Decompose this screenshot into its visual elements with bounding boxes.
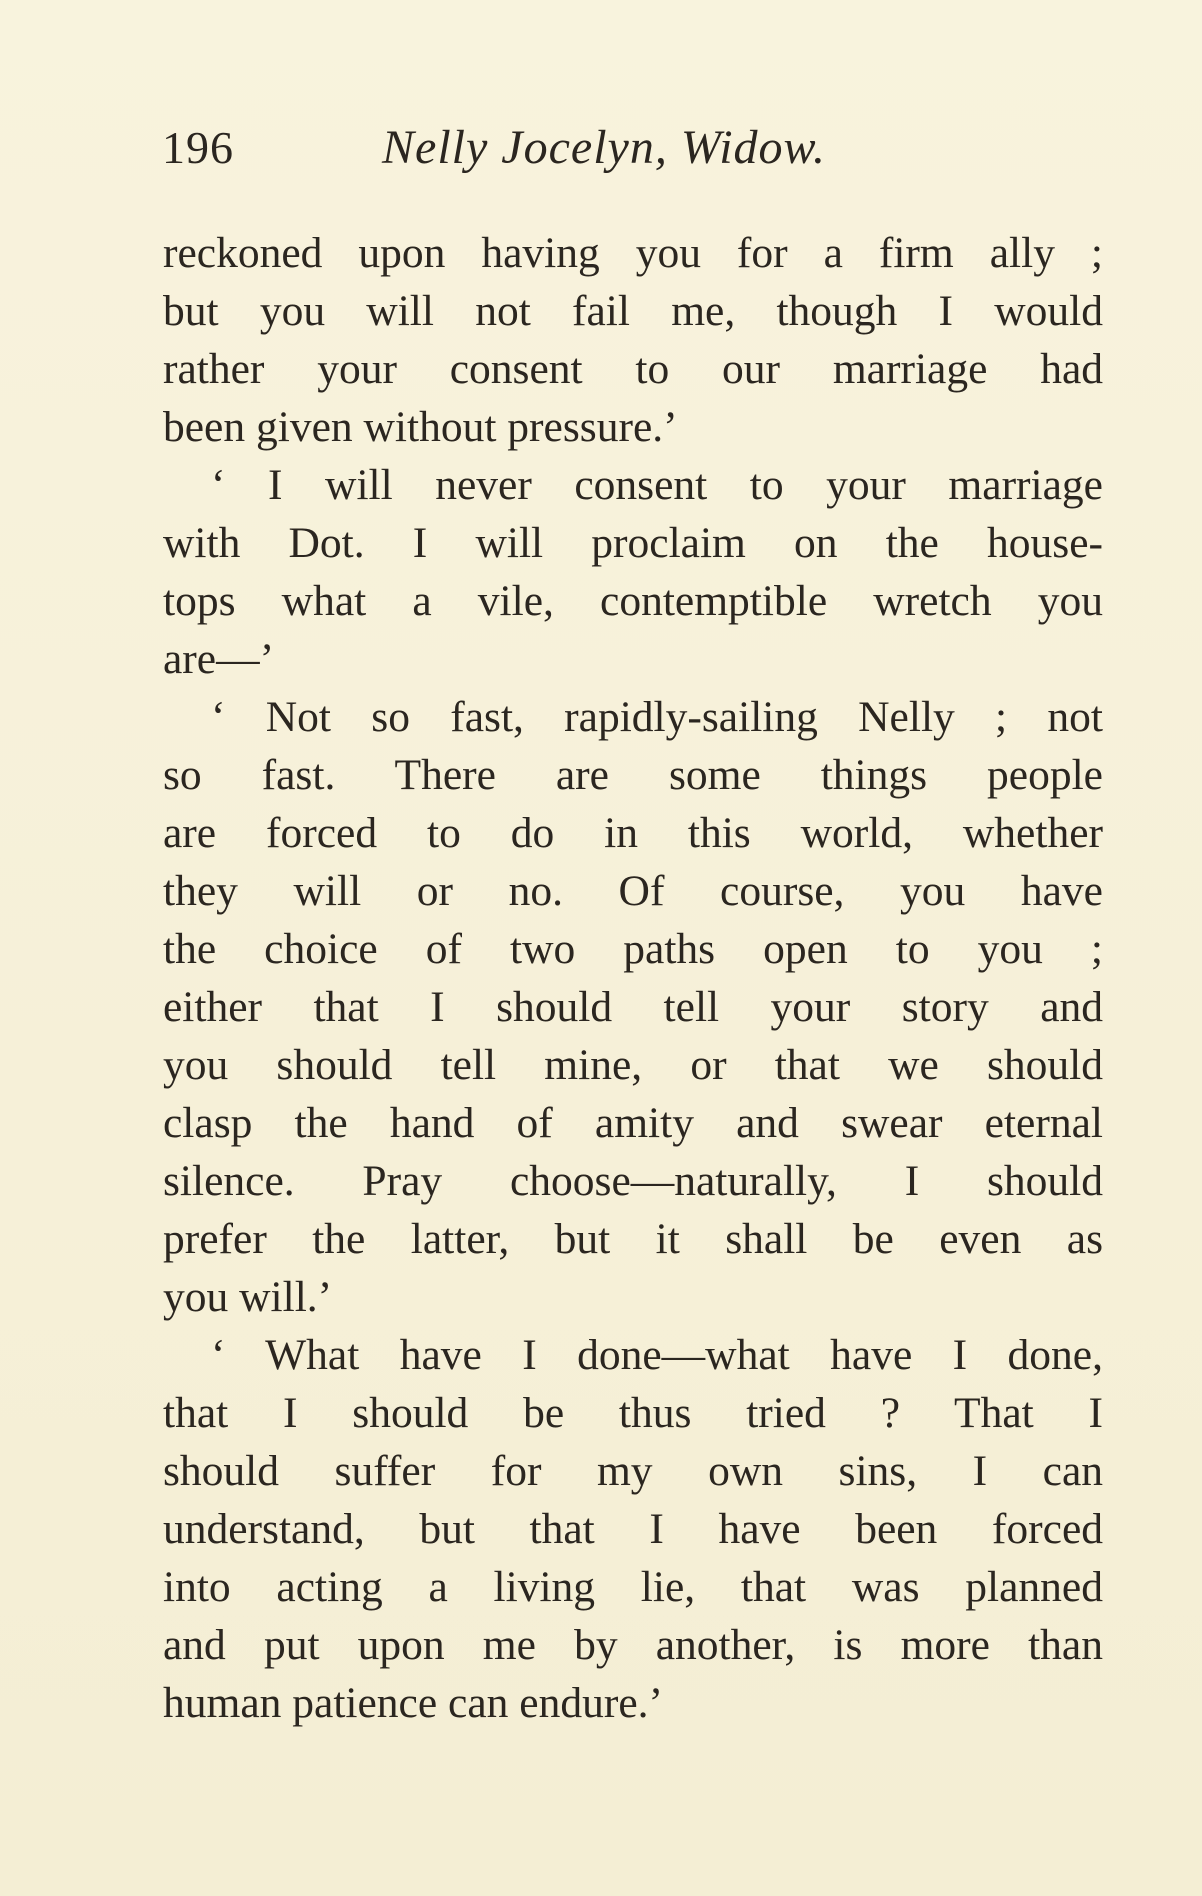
text-line: that I should be thus tried ? That I — [163, 1389, 1103, 1437]
text-line: with Dot. I will proclaim on the house- — [163, 519, 1103, 567]
text-line: silence. Pray choose—naturally, I should — [163, 1157, 1103, 1205]
text-line: you should tell mine, or that we should — [163, 1041, 1103, 1089]
running-title: Nelly Jocelyn, Widow. — [382, 121, 826, 174]
text-line: human patience can endure.’ — [163, 1679, 663, 1727]
page-number: 196 — [162, 122, 234, 173]
text-line: rather your consent to our marriage had — [163, 345, 1103, 393]
text-line: prefer the latter, but it shall be even as — [163, 1215, 1103, 1263]
text-line: been given without pressure.’ — [163, 403, 678, 451]
text-line: are forced to do in this world, whether — [163, 809, 1103, 857]
text-line: the choice of two paths open to you ; — [163, 925, 1103, 973]
text-line: but you will not fail me, though I would — [163, 287, 1103, 335]
text-line: reckoned upon having you for a firm ally ; — [163, 229, 1103, 277]
text-line: ‘ What have I done—what have I done, — [211, 1331, 1103, 1379]
text-line: ‘ I will never consent to your marriage — [211, 461, 1103, 509]
text-line: they will or no. Of course, you have — [163, 867, 1103, 915]
text-line: into acting a living lie, that was planned — [163, 1563, 1103, 1611]
body-text — [163, 224, 1103, 1732]
text-line: tops what a vile, contemptible wretch you — [163, 577, 1103, 625]
text-line: and put upon me by another, is more than — [163, 1621, 1103, 1669]
page-header — [162, 118, 922, 178]
text-line: ‘ Not so fast, rapidly-sailing Nelly ; not — [211, 693, 1103, 741]
text-line: are—’ — [163, 635, 275, 683]
text-line: clasp the hand of amity and swear eternal — [163, 1099, 1103, 1147]
text-line: either that I should tell your story and — [163, 983, 1103, 1031]
text-line: so fast. There are some things people — [163, 751, 1103, 799]
text-line: should suffer for my own sins, I can — [163, 1447, 1103, 1495]
text-line: you will.’ — [163, 1273, 333, 1321]
text-line: understand, but that I have been forced — [163, 1505, 1103, 1553]
